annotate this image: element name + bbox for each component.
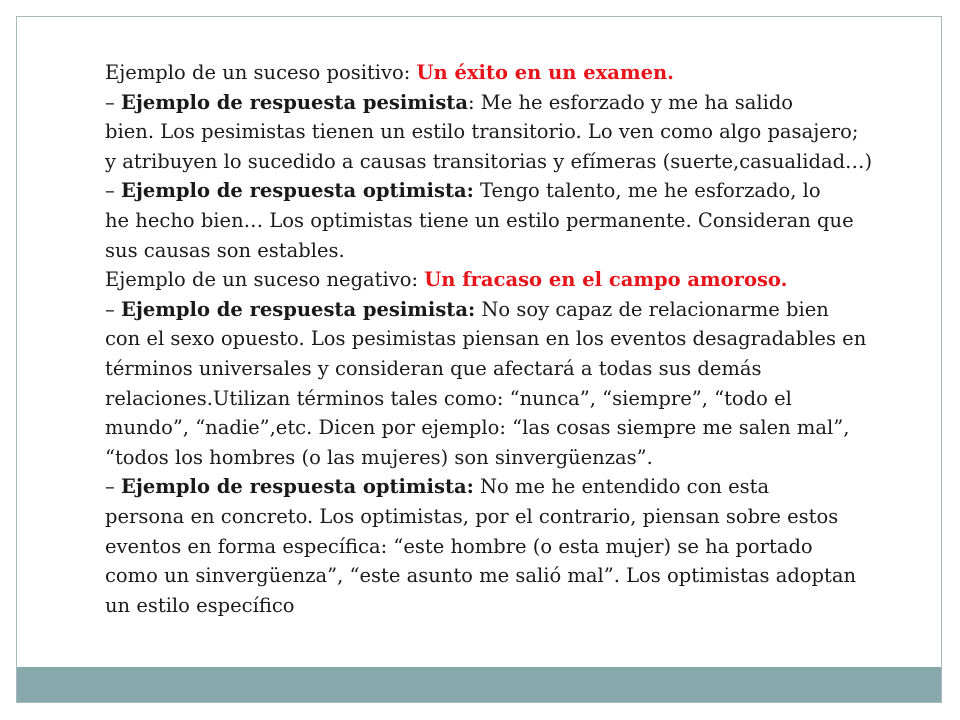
text-line <box>105 147 915 177</box>
bold-label: Ejemplo de respuesta optimista: <box>120 475 474 499</box>
text-line <box>105 295 915 325</box>
text-line <box>105 354 915 384</box>
text-run: : Me he esforzado y me ha salido <box>467 90 794 114</box>
text-run: persona en concreto. Los optimistas, por el contrario, piensan sobre estos <box>105 504 839 528</box>
negative-pessimist-response <box>105 295 915 473</box>
text-line <box>105 117 915 147</box>
text-run: como un sinvergüenza”, “este asunto me salió mal”. Los optimistas adoptan <box>105 564 857 588</box>
text-line <box>105 206 915 236</box>
bold-label: Ejemplo de respuesta pesimista: <box>120 297 476 321</box>
negative-event-heading <box>105 265 915 295</box>
text-line <box>105 176 915 206</box>
text-run: términos universales y consideran que afectará a todas sus demás <box>105 356 762 380</box>
text-run: – <box>105 475 121 499</box>
text-line <box>105 443 915 473</box>
text-run: Tengo talento, me he esforzado, lo <box>473 179 821 203</box>
bold-label: Ejemplo de respuesta pesimista <box>120 90 468 114</box>
text-run: No soy capaz de relacionarme bien <box>475 297 829 321</box>
positive-pessimist-response <box>105 88 915 177</box>
positive-event-heading <box>105 58 915 88</box>
text-line <box>105 413 915 443</box>
text-line <box>105 88 915 118</box>
text-run: con el sexo opuesto. Los pesimistas piensan en los eventos desagradables en <box>105 327 867 351</box>
text-line <box>105 502 915 532</box>
bold-label: Ejemplo de respuesta optimista: <box>120 179 474 203</box>
text-run: y atribuyen lo sucedido a causas transitorias y efímeras (suerte,casualidad…) <box>105 149 873 173</box>
text-line <box>105 591 915 621</box>
positive-optimist-response <box>105 176 915 265</box>
text-run: relaciones.Utilizan términos tales como: “nunca”, “siempre”, “todo el <box>105 386 792 410</box>
text-line <box>105 265 915 295</box>
text-run: sus causas son estables. <box>105 238 345 262</box>
footer-band <box>17 667 941 702</box>
text-line <box>105 561 915 591</box>
slide-body-text <box>105 58 915 620</box>
text-line <box>105 532 915 562</box>
text-run: eventos en forma específica: “este hombre (o esta mujer) se ha portado <box>105 534 813 558</box>
slide-frame <box>16 16 942 703</box>
highlight-text: Un éxito en un examen. <box>416 61 674 84</box>
text-run: mundo”, “nadie”,etc. Dicen por ejemplo: “las cosas siempre me salen mal”, <box>105 416 850 440</box>
highlight-text: Un fracaso en el campo amoroso. <box>424 268 788 292</box>
text-run: – <box>105 179 121 203</box>
text-run: Ejemplo de un suceso positivo: <box>105 61 417 84</box>
text-line <box>105 324 915 354</box>
text-line <box>105 236 915 266</box>
text-run: un estilo específico <box>105 593 295 617</box>
text-run: – <box>105 90 121 114</box>
text-run: bien. Los pesimistas tienen un estilo transitorio. Lo ven como algo pasajero; <box>105 120 859 144</box>
text-run: he hecho bien… Los optimistas tiene un estilo permanente. Consideran que <box>105 208 854 232</box>
text-run: – <box>105 297 121 321</box>
text-line <box>105 58 915 88</box>
text-line <box>105 472 915 502</box>
text-run: No me he entendido con esta <box>473 475 770 499</box>
text-line <box>105 384 915 414</box>
text-run: Ejemplo de un suceso negativo: <box>105 268 425 292</box>
negative-optimist-response <box>105 472 915 620</box>
text-run: “todos los hombres (o las mujeres) son sinvergüenzas”. <box>105 445 653 469</box>
